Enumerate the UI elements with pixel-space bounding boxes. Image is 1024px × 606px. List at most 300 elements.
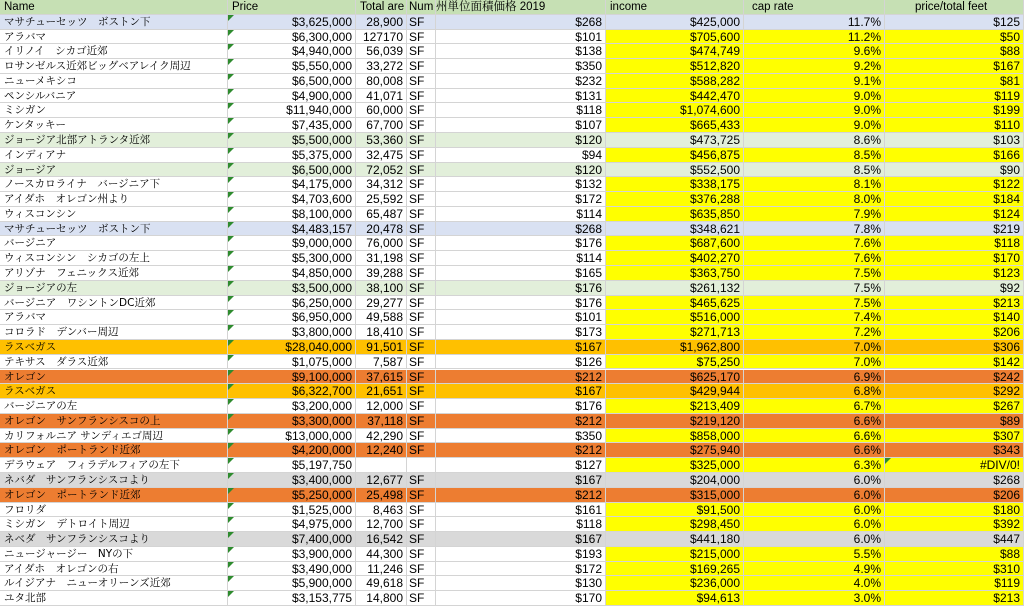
cell-ppsf[interactable]: $193 [436, 547, 606, 562]
cell-unit[interactable]: SF [407, 133, 436, 148]
cell-price[interactable]: $7,435,000 [228, 118, 356, 133]
cell-area[interactable]: 42,290 [356, 429, 407, 444]
cell-income[interactable]: $94,613 [606, 591, 744, 606]
cell-price[interactable]: $4,200,000 [228, 443, 356, 458]
cell-price[interactable]: $6,300,000 [228, 30, 356, 45]
cell-cap[interactable]: 6.6% [744, 443, 885, 458]
cell-income[interactable]: $858,000 [606, 429, 744, 444]
cell-name[interactable]: ルイジアナ ニューオリーンズ近郊 [0, 576, 228, 591]
cell-ppsf[interactable]: $172 [436, 562, 606, 577]
cell-ptf[interactable]: $142 [885, 355, 1024, 370]
cell-ppsf[interactable]: $114 [436, 251, 606, 266]
cell-area[interactable]: 12,677 [356, 473, 407, 488]
cell-area[interactable]: 60,000 [356, 103, 407, 118]
cell-income[interactable]: $75,250 [606, 355, 744, 370]
cell-income[interactable]: $429,944 [606, 384, 744, 399]
cell-ppsf[interactable]: $176 [436, 399, 606, 414]
cell-ptf[interactable]: $306 [885, 340, 1024, 355]
header-cap-rate[interactable]: cap rate [744, 0, 885, 15]
cell-ptf[interactable]: $110 [885, 118, 1024, 133]
cell-ppsf[interactable]: $176 [436, 281, 606, 296]
cell-ppsf[interactable]: $172 [436, 192, 606, 207]
cell-cap[interactable]: 6.3% [744, 458, 885, 473]
cell-cap[interactable]: 8.5% [744, 148, 885, 163]
cell-ptf[interactable]: $184 [885, 192, 1024, 207]
cell-cap[interactable]: 6.7% [744, 399, 885, 414]
cell-name[interactable]: オレゴン ポートランド近郊 [0, 443, 228, 458]
cell-income[interactable]: $261,132 [606, 281, 744, 296]
cell-unit[interactable]: SF [407, 576, 436, 591]
cell-ptf[interactable]: $92 [885, 281, 1024, 296]
cell-name[interactable]: バージニアの左 [0, 399, 228, 414]
cell-ppsf[interactable]: $167 [436, 532, 606, 547]
cell-ppsf[interactable]: $268 [436, 222, 606, 237]
cell-area[interactable]: 56,039 [356, 44, 407, 59]
cell-income[interactable]: $219,120 [606, 414, 744, 429]
cell-area[interactable]: 11,246 [356, 562, 407, 577]
cell-ppsf[interactable]: $118 [436, 103, 606, 118]
cell-name[interactable]: デラウェア フィラデルフィアの左下 [0, 458, 228, 473]
cell-unit[interactable] [407, 458, 436, 473]
cell-unit[interactable]: SF [407, 266, 436, 281]
cell-income[interactable]: $442,470 [606, 89, 744, 104]
cell-unit[interactable]: SF [407, 251, 436, 266]
cell-income[interactable]: $215,000 [606, 547, 744, 562]
cell-unit[interactable]: SF [407, 488, 436, 503]
cell-ppsf[interactable]: $107 [436, 118, 606, 133]
cell-ppsf[interactable]: $114 [436, 207, 606, 222]
cell-price[interactable]: $5,550,000 [228, 59, 356, 74]
cell-ppsf[interactable]: $170 [436, 591, 606, 606]
cell-name[interactable]: ラスベガス [0, 340, 228, 355]
cell-cap[interactable]: 8.1% [744, 177, 885, 192]
cell-ppsf[interactable]: $167 [436, 384, 606, 399]
cell-area[interactable]: 28,900 [356, 15, 407, 30]
cell-unit[interactable]: SF [407, 325, 436, 340]
cell-area[interactable]: 33,272 [356, 59, 407, 74]
cell-area[interactable]: 7,587 [356, 355, 407, 370]
cell-income[interactable]: $236,000 [606, 576, 744, 591]
cell-cap[interactable]: 7.5% [744, 281, 885, 296]
cell-area[interactable]: 49,618 [356, 576, 407, 591]
cell-ppsf[interactable]: $127 [436, 458, 606, 473]
cell-name[interactable]: ウィスコンシン シカゴの左上 [0, 251, 228, 266]
cell-ptf[interactable]: $140 [885, 310, 1024, 325]
cell-area[interactable]: 16,542 [356, 532, 407, 547]
cell-price[interactable]: $6,322,700 [228, 384, 356, 399]
cell-income[interactable]: $275,940 [606, 443, 744, 458]
cell-ppsf[interactable]: $161 [436, 503, 606, 518]
cell-unit[interactable]: SF [407, 517, 436, 532]
cell-name[interactable]: オレゴン ポートランド近郊 [0, 488, 228, 503]
cell-name[interactable]: アラバマ [0, 310, 228, 325]
cell-income[interactable]: $1,962,800 [606, 340, 744, 355]
cell-cap[interactable]: 9.2% [744, 59, 885, 74]
cell-income[interactable]: $512,820 [606, 59, 744, 74]
cell-ppsf[interactable]: $94 [436, 148, 606, 163]
cell-ppsf[interactable]: $101 [436, 30, 606, 45]
cell-area[interactable]: 12,240 [356, 443, 407, 458]
cell-income[interactable]: $213,409 [606, 399, 744, 414]
cell-income[interactable]: $363,750 [606, 266, 744, 281]
cell-income[interactable]: $204,000 [606, 473, 744, 488]
cell-cap[interactable]: 8.0% [744, 192, 885, 207]
cell-area[interactable]: 76,000 [356, 236, 407, 251]
cell-area[interactable]: 37,118 [356, 414, 407, 429]
cell-ptf[interactable]: $81 [885, 74, 1024, 89]
header-total-area[interactable]: Total are [356, 0, 407, 15]
cell-unit[interactable]: SF [407, 148, 436, 163]
cell-price[interactable]: $5,500,000 [228, 133, 356, 148]
cell-ptf[interactable]: $206 [885, 488, 1024, 503]
cell-unit[interactable]: SF [407, 414, 436, 429]
cell-income[interactable]: $348,621 [606, 222, 744, 237]
cell-unit[interactable]: SF [407, 281, 436, 296]
cell-area[interactable]: 29,277 [356, 296, 407, 311]
cell-ppsf[interactable]: $118 [436, 517, 606, 532]
cell-ptf[interactable]: $90 [885, 163, 1024, 178]
cell-price[interactable]: $3,800,000 [228, 325, 356, 340]
cell-price[interactable]: $1,075,000 [228, 355, 356, 370]
cell-income[interactable]: $441,180 [606, 532, 744, 547]
cell-name[interactable]: コロラド デンバー周辺 [0, 325, 228, 340]
cell-area[interactable]: 12,700 [356, 517, 407, 532]
cell-ptf[interactable]: $180 [885, 503, 1024, 518]
cell-income[interactable]: $315,000 [606, 488, 744, 503]
cell-price[interactable]: $3,400,000 [228, 473, 356, 488]
cell-ptf[interactable]: $447 [885, 532, 1024, 547]
cell-price[interactable]: $28,040,000 [228, 340, 356, 355]
cell-price[interactable]: $4,175,000 [228, 177, 356, 192]
cell-price[interactable]: $5,250,000 [228, 488, 356, 503]
cell-ptf[interactable]: $123 [885, 266, 1024, 281]
cell-name[interactable]: インディアナ [0, 148, 228, 163]
cell-income[interactable]: $588,282 [606, 74, 744, 89]
cell-income[interactable]: $91,500 [606, 503, 744, 518]
cell-cap[interactable]: 6.0% [744, 517, 885, 532]
cell-income[interactable]: $516,000 [606, 310, 744, 325]
header-name[interactable]: Name [0, 0, 228, 15]
cell-cap[interactable]: 6.9% [744, 370, 885, 385]
cell-ptf[interactable]: $124 [885, 207, 1024, 222]
cell-area[interactable]: 12,000 [356, 399, 407, 414]
cell-ppsf[interactable]: $126 [436, 355, 606, 370]
cell-unit[interactable]: SF [407, 562, 436, 577]
cell-name[interactable]: ロサンゼルス近郊ビッグベアレイク周辺 [0, 59, 228, 74]
cell-name[interactable]: ミシガン デトロイト周辺 [0, 517, 228, 532]
cell-ppsf[interactable]: $350 [436, 429, 606, 444]
cell-ppsf[interactable]: $132 [436, 177, 606, 192]
cell-ptf[interactable]: $119 [885, 576, 1024, 591]
cell-price[interactable]: $3,625,000 [228, 15, 356, 30]
cell-ppsf[interactable]: $212 [436, 370, 606, 385]
cell-ppsf[interactable]: $232 [436, 74, 606, 89]
cell-income[interactable]: $625,170 [606, 370, 744, 385]
cell-ptf[interactable]: $307 [885, 429, 1024, 444]
cell-cap[interactable]: 9.0% [744, 118, 885, 133]
cell-cap[interactable]: 4.9% [744, 562, 885, 577]
cell-area[interactable]: 18,410 [356, 325, 407, 340]
cell-area[interactable]: 65,487 [356, 207, 407, 222]
cell-area[interactable]: 49,588 [356, 310, 407, 325]
cell-ppsf[interactable]: $138 [436, 44, 606, 59]
cell-name[interactable]: ペンシルバニア [0, 89, 228, 104]
cell-cap[interactable]: 7.6% [744, 251, 885, 266]
cell-ptf[interactable]: $122 [885, 177, 1024, 192]
cell-area[interactable]: 72,052 [356, 163, 407, 178]
cell-ppsf[interactable]: $120 [436, 163, 606, 178]
cell-ppsf[interactable]: $165 [436, 266, 606, 281]
cell-cap[interactable]: 11.2% [744, 30, 885, 45]
cell-cap[interactable]: 4.0% [744, 576, 885, 591]
cell-income[interactable]: $1,074,600 [606, 103, 744, 118]
cell-cap[interactable]: 7.5% [744, 266, 885, 281]
cell-ppsf[interactable]: $350 [436, 59, 606, 74]
cell-ptf[interactable]: #DIV/0! [885, 458, 1024, 473]
cell-unit[interactable]: SF [407, 355, 436, 370]
cell-ptf[interactable]: $392 [885, 517, 1024, 532]
cell-cap[interactable]: 9.6% [744, 44, 885, 59]
header-income[interactable]: income [606, 0, 744, 15]
cell-unit[interactable]: SF [407, 340, 436, 355]
cell-name[interactable]: ノースカロライナ バージニア下 [0, 177, 228, 192]
cell-price[interactable]: $3,500,000 [228, 281, 356, 296]
cell-ppsf[interactable]: $212 [436, 414, 606, 429]
cell-area[interactable]: 31,198 [356, 251, 407, 266]
cell-ptf[interactable]: $213 [885, 591, 1024, 606]
cell-price[interactable]: $3,300,000 [228, 414, 356, 429]
cell-price[interactable]: $5,900,000 [228, 576, 356, 591]
cell-area[interactable]: 44,300 [356, 547, 407, 562]
cell-cap[interactable]: 6.0% [744, 503, 885, 518]
cell-ppsf[interactable]: $130 [436, 576, 606, 591]
cell-unit[interactable]: SF [407, 74, 436, 89]
cell-price[interactable]: $6,250,000 [228, 296, 356, 311]
cell-cap[interactable]: 7.0% [744, 340, 885, 355]
cell-unit[interactable]: SF [407, 59, 436, 74]
cell-income[interactable]: $552,500 [606, 163, 744, 178]
cell-ptf[interactable]: $88 [885, 547, 1024, 562]
cell-income[interactable]: $298,450 [606, 517, 744, 532]
cell-area[interactable]: 8,463 [356, 503, 407, 518]
cell-unit[interactable]: SF [407, 547, 436, 562]
cell-name[interactable]: ニューメキシコ [0, 74, 228, 89]
cell-ppsf[interactable]: $212 [436, 488, 606, 503]
cell-ptf[interactable]: $292 [885, 384, 1024, 399]
cell-area[interactable]: 14,800 [356, 591, 407, 606]
cell-cap[interactable]: 11.7% [744, 15, 885, 30]
cell-ptf[interactable]: $125 [885, 15, 1024, 30]
cell-ptf[interactable]: $267 [885, 399, 1024, 414]
cell-ptf[interactable]: $89 [885, 414, 1024, 429]
cell-price[interactable]: $11,940,000 [228, 103, 356, 118]
cell-name[interactable]: テキサス ダラス近郊 [0, 355, 228, 370]
cell-ptf[interactable]: $166 [885, 148, 1024, 163]
cell-ptf[interactable]: $199 [885, 103, 1024, 118]
cell-area[interactable]: 41,071 [356, 89, 407, 104]
cell-price[interactable]: $7,400,000 [228, 532, 356, 547]
cell-unit[interactable]: SF [407, 310, 436, 325]
cell-price[interactable]: $4,703,600 [228, 192, 356, 207]
cell-ptf[interactable]: $119 [885, 89, 1024, 104]
cell-unit[interactable]: SF [407, 429, 436, 444]
cell-ptf[interactable]: $213 [885, 296, 1024, 311]
cell-unit[interactable]: SF [407, 103, 436, 118]
cell-cap[interactable]: 7.4% [744, 310, 885, 325]
header-price[interactable]: Price [228, 0, 356, 15]
cell-price[interactable]: $6,500,000 [228, 163, 356, 178]
cell-area[interactable]: 25,592 [356, 192, 407, 207]
cell-unit[interactable]: SF [407, 443, 436, 458]
cell-cap[interactable]: 9.0% [744, 103, 885, 118]
cell-name[interactable]: ネベダ サンフランシスコより [0, 532, 228, 547]
cell-unit[interactable]: SF [407, 177, 436, 192]
cell-unit[interactable]: SF [407, 503, 436, 518]
cell-income[interactable]: $425,000 [606, 15, 744, 30]
cell-income[interactable]: $665,433 [606, 118, 744, 133]
cell-name[interactable]: ウィスコンシン [0, 207, 228, 222]
cell-name[interactable]: カリフォルニア サンディエゴ周辺 [0, 429, 228, 444]
cell-ppsf[interactable]: $167 [436, 473, 606, 488]
cell-name[interactable]: アイダホ オレゴン州より [0, 192, 228, 207]
cell-price[interactable]: $5,197,750 [228, 458, 356, 473]
cell-name[interactable]: アラバマ [0, 30, 228, 45]
cell-cap[interactable]: 5.5% [744, 547, 885, 562]
cell-area[interactable]: 53,360 [356, 133, 407, 148]
cell-name[interactable]: バージニア ワシントンDC近郊 [0, 296, 228, 311]
cell-unit[interactable]: SF [407, 591, 436, 606]
cell-area[interactable]: 37,615 [356, 370, 407, 385]
cell-cap[interactable]: 6.8% [744, 384, 885, 399]
cell-area[interactable]: 91,501 [356, 340, 407, 355]
cell-area[interactable]: 21,651 [356, 384, 407, 399]
cell-unit[interactable]: SF [407, 222, 436, 237]
cell-cap[interactable]: 7.6% [744, 236, 885, 251]
cell-cap[interactable]: 7.9% [744, 207, 885, 222]
cell-unit[interactable]: SF [407, 207, 436, 222]
cell-price[interactable]: $3,900,000 [228, 547, 356, 562]
cell-name[interactable]: ニュージャージー NYの下 [0, 547, 228, 562]
cell-price[interactable]: $3,490,000 [228, 562, 356, 577]
cell-unit[interactable]: SF [407, 192, 436, 207]
cell-area[interactable]: 80,008 [356, 74, 407, 89]
cell-cap[interactable]: 6.6% [744, 429, 885, 444]
cell-unit[interactable]: SF [407, 163, 436, 178]
cell-price[interactable]: $3,200,000 [228, 399, 356, 414]
cell-name[interactable]: オレゴン サンフランシスコの上 [0, 414, 228, 429]
cell-unit[interactable]: SF [407, 118, 436, 133]
cell-name[interactable]: ユタ北部 [0, 591, 228, 606]
cell-cap[interactable]: 6.6% [744, 414, 885, 429]
cell-ptf[interactable]: $206 [885, 325, 1024, 340]
cell-price[interactable]: $13,000,000 [228, 429, 356, 444]
cell-area[interactable]: 67,700 [356, 118, 407, 133]
header-unit-price[interactable]: 州単位面積価格 2019 [436, 0, 606, 15]
cell-area[interactable] [356, 458, 407, 473]
cell-area[interactable]: 127170 [356, 30, 407, 45]
cell-ppsf[interactable]: $120 [436, 133, 606, 148]
cell-ptf[interactable]: $103 [885, 133, 1024, 148]
cell-income[interactable]: $705,600 [606, 30, 744, 45]
cell-ppsf[interactable]: $212 [436, 443, 606, 458]
cell-name[interactable]: マサチューセッツ ボストン下 [0, 222, 228, 237]
cell-income[interactable]: $456,875 [606, 148, 744, 163]
cell-ppsf[interactable]: $268 [436, 15, 606, 30]
cell-name[interactable]: オレゴン [0, 370, 228, 385]
cell-cap[interactable]: 6.0% [744, 532, 885, 547]
cell-area[interactable]: 25,498 [356, 488, 407, 503]
cell-ppsf[interactable]: $176 [436, 296, 606, 311]
cell-ptf[interactable]: $167 [885, 59, 1024, 74]
cell-cap[interactable]: 8.6% [744, 133, 885, 148]
cell-cap[interactable]: 6.0% [744, 488, 885, 503]
cell-unit[interactable]: SF [407, 30, 436, 45]
cell-unit[interactable]: SF [407, 532, 436, 547]
cell-income[interactable]: $687,600 [606, 236, 744, 251]
cell-name[interactable]: マサチューセッツ ボストン下 [0, 15, 228, 30]
cell-name[interactable]: バージニア [0, 236, 228, 251]
cell-income[interactable]: $338,175 [606, 177, 744, 192]
cell-price[interactable]: $1,525,000 [228, 503, 356, 518]
cell-cap[interactable]: 9.0% [744, 89, 885, 104]
cell-income[interactable]: $402,270 [606, 251, 744, 266]
cell-name[interactable]: イリノイ シカゴ近郊 [0, 44, 228, 59]
cell-price[interactable]: $8,100,000 [228, 207, 356, 222]
cell-ptf[interactable]: $219 [885, 222, 1024, 237]
cell-unit[interactable]: SF [407, 473, 436, 488]
cell-unit[interactable]: SF [407, 44, 436, 59]
cell-cap[interactable]: 7.5% [744, 296, 885, 311]
cell-price[interactable]: $4,975,000 [228, 517, 356, 532]
header-price-total[interactable]: price/total feet [885, 0, 1024, 15]
cell-ppsf[interactable]: $176 [436, 236, 606, 251]
cell-ptf[interactable]: $268 [885, 473, 1024, 488]
cell-ppsf[interactable]: $101 [436, 310, 606, 325]
cell-income[interactable]: $169,265 [606, 562, 744, 577]
cell-name[interactable]: ミシガン [0, 103, 228, 118]
cell-price[interactable]: $4,850,000 [228, 266, 356, 281]
cell-income[interactable]: $473,725 [606, 133, 744, 148]
cell-ptf[interactable]: $170 [885, 251, 1024, 266]
cell-area[interactable]: 20,478 [356, 222, 407, 237]
cell-income[interactable]: $465,625 [606, 296, 744, 311]
cell-ptf[interactable]: $343 [885, 443, 1024, 458]
cell-cap[interactable]: 7.0% [744, 355, 885, 370]
cell-ptf[interactable]: $242 [885, 370, 1024, 385]
cell-name[interactable]: ラスベガス [0, 384, 228, 399]
cell-unit[interactable]: SF [407, 296, 436, 311]
cell-cap[interactable]: 6.0% [744, 473, 885, 488]
cell-unit[interactable]: SF [407, 399, 436, 414]
cell-price[interactable]: $4,483,157 [228, 222, 356, 237]
cell-area[interactable]: 39,288 [356, 266, 407, 281]
cell-ptf[interactable]: $118 [885, 236, 1024, 251]
cell-income[interactable]: $474,749 [606, 44, 744, 59]
cell-unit[interactable]: SF [407, 89, 436, 104]
cell-ptf[interactable]: $310 [885, 562, 1024, 577]
cell-income[interactable]: $325,000 [606, 458, 744, 473]
cell-name[interactable]: ジョージア [0, 163, 228, 178]
cell-price[interactable]: $5,300,000 [228, 251, 356, 266]
cell-price[interactable]: $4,940,000 [228, 44, 356, 59]
header-num[interactable]: Num [407, 0, 436, 15]
cell-ppsf[interactable]: $167 [436, 340, 606, 355]
cell-name[interactable]: アリゾナ フェニックス近郊 [0, 266, 228, 281]
cell-name[interactable]: フロリダ [0, 503, 228, 518]
cell-price[interactable]: $3,153,775 [228, 591, 356, 606]
cell-price[interactable]: $4,900,000 [228, 89, 356, 104]
cell-price[interactable]: $6,950,000 [228, 310, 356, 325]
